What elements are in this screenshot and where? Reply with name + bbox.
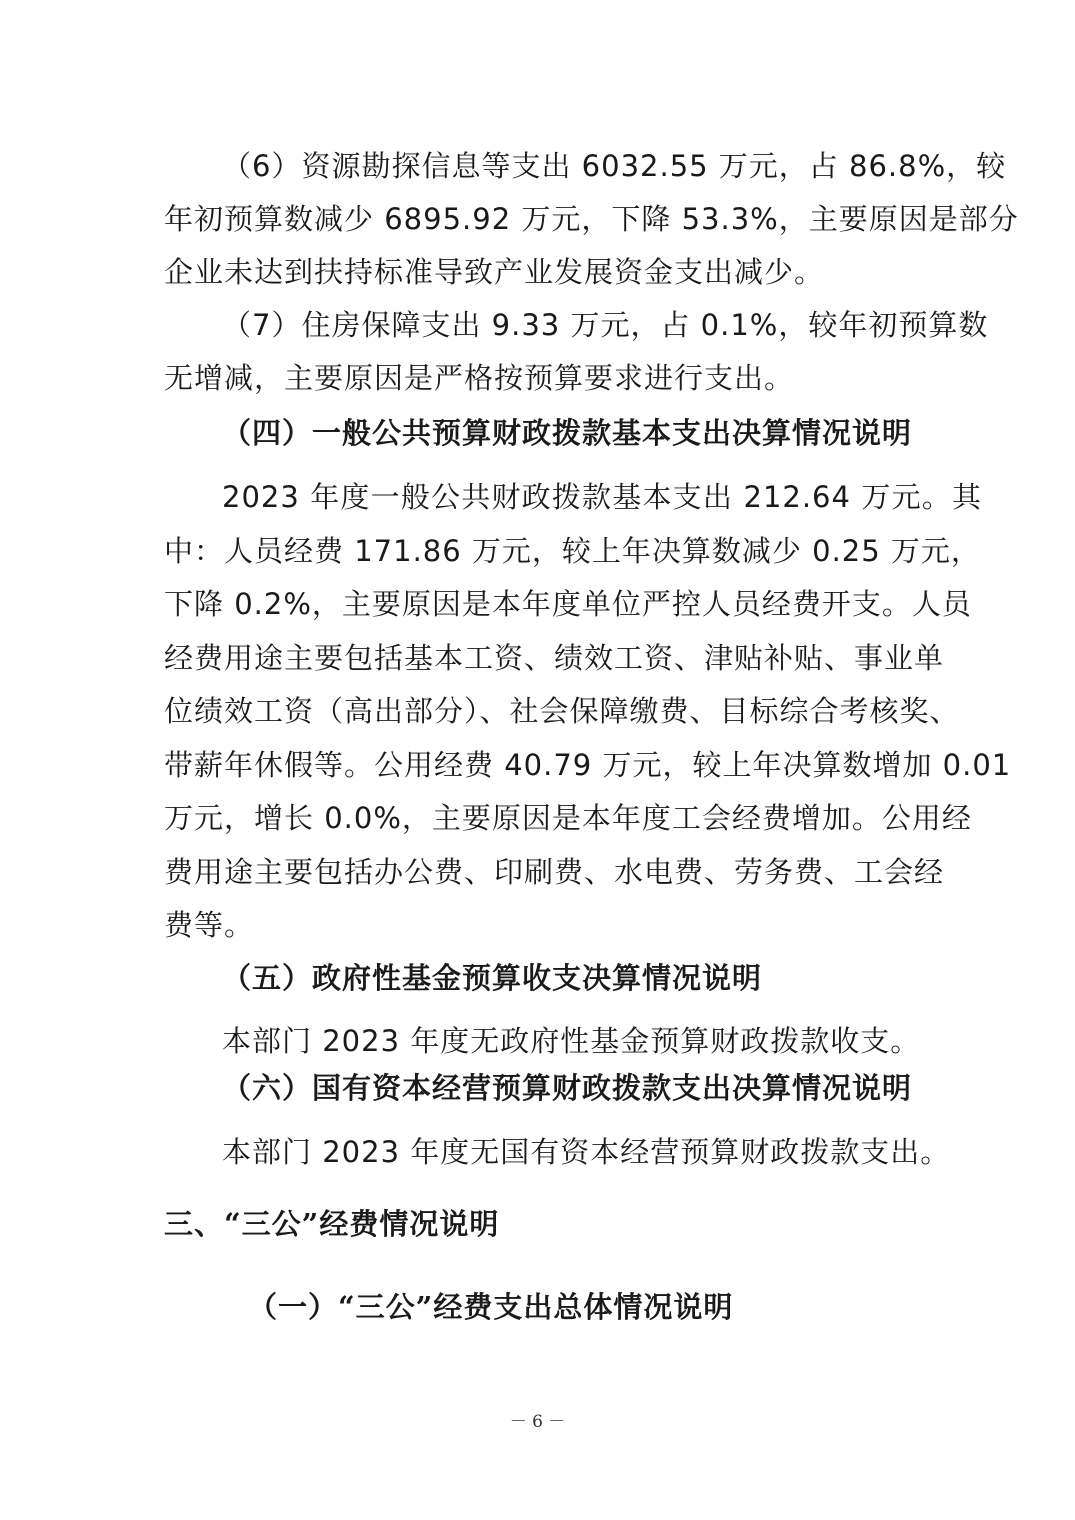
paragraph-line: 企业未达到扶持标准导致产业发展资金支出减少。 — [164, 255, 825, 289]
page-number: － 6 － — [509, 1412, 566, 1432]
section-heading: （六）国有资本经营预算财政拨款支出决算情况说明 — [222, 1071, 913, 1105]
paragraph-line: 带薪年休假等。公用经费 40.79 万元，较上年决算数增加 0.01 — [164, 748, 1012, 782]
paragraph-line: 经费用途主要包括基本工资、绩效工资、津贴补贴、事业单 — [164, 641, 945, 675]
paragraph-line: 费用途主要包括办公费、印刷费、水电费、劳务费、工会经 — [164, 855, 945, 889]
paragraph-line: 2023 年度一般公共财政拨款基本支出 212.64 万元。其 — [222, 480, 982, 514]
paragraph-line: 无增减，主要原因是严格按预算要求进行支出。 — [164, 361, 795, 395]
paragraph-line: 下降 0.2%，主要原因是本年度单位严控人员经费开支。人员 — [164, 587, 972, 621]
paragraph-line: （7）住房保障支出 9.33 万元，占 0.1%，较年初预算数 — [222, 308, 989, 342]
paragraph-line: 本部门 2023 年度无国有资本经营预算财政拨款支出。 — [222, 1135, 951, 1169]
paragraph-line: 万元，增长 0.0%，主要原因是本年度工会经费增加。公用经 — [164, 801, 972, 835]
paragraph-line: （6）资源勘探信息等支出 6032.55 万元，占 86.8%，较 — [222, 149, 1007, 183]
section-heading: （五）政府性基金预算收支决算情况说明 — [222, 961, 763, 995]
paragraph-line: 本部门 2023 年度无政府性基金预算财政拨款收支。 — [222, 1024, 921, 1058]
subsection-heading: （一）“三公”经费支出总体情况说明 — [248, 1290, 734, 1324]
paragraph-line: 费等。 — [164, 908, 255, 942]
paragraph-line: 中：人员经费 171.86 万元，较上年决算数减少 0.25 万元， — [164, 534, 981, 568]
paragraph-line: 位绩效工资（高出部分）、社会保障缴费、目标综合考核奖、 — [164, 694, 960, 728]
section-heading: （四）一般公共预算财政拨款基本支出决算情况说明 — [222, 416, 913, 450]
chapter-heading: 三、“三公”经费情况说明 — [164, 1207, 500, 1241]
paragraph-line: 年初预算数减少 6895.92 万元，下降 53.3%，主要原因是部分 — [164, 202, 1019, 236]
